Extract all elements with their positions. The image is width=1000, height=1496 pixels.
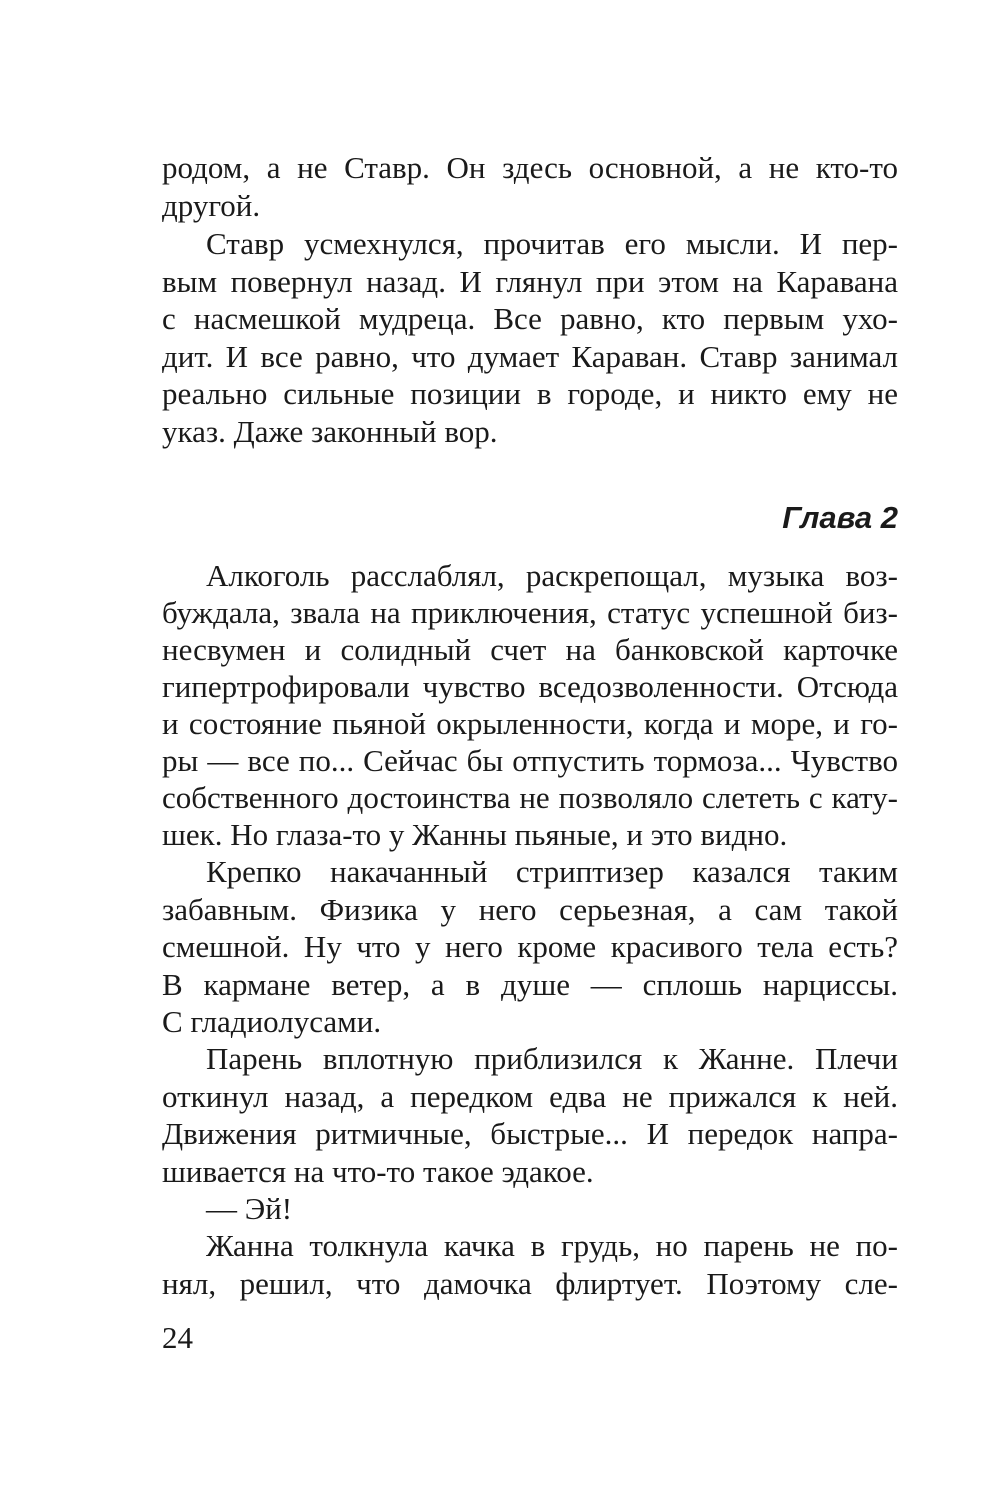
text-line: родом, а не Ставр. Он здесь основной, а не кто-то [162,150,898,185]
text-line: с насмешкой мудреца. Все равно, кто первым ухо- [162,301,898,336]
text-line: несвумен и солидный счет на банковской карточке [162,632,898,667]
chapter-heading: Глава 2 [782,500,898,535]
text-line: Жанна толкнула качка в грудь, но парень не по- [206,1228,898,1263]
text-line: указ. Даже законный вор. [162,414,498,449]
text-line: смешной. Ну что у него кроме красивого тела есть? [162,929,898,964]
text-line: собственного достоинства не позволяло слететь с кату- [162,780,898,815]
text-line: шивается на что-то такое эдакое. [162,1154,594,1189]
text-line: С гладиолусами. [162,1004,382,1039]
text-line: — Эй! [206,1191,293,1226]
text-line: нял, решил, что дамочка флиртует. Поэтому сле- [162,1266,898,1301]
text-line: ры — все по... Сейчас бы отпустить тормоза... Чувство [162,743,898,778]
text-line: другой. [162,188,261,223]
text-line: Движения ритмичные, быстрые... И передок напра- [162,1116,898,1151]
text-line: вым повернул назад. И глянул при этом на Каравана [162,264,898,299]
text-line: Ставр усмехнулся, прочитав его мысли. И пер- [206,226,898,261]
text-line: шек. Но глаза-то у Жанны пьяные, и это видно. [162,817,788,852]
text-line: буждала, звала на приключения, статус успешной биз- [162,595,898,630]
text-line: и состояние пьяной окрыленности, когда и море, и го- [162,706,898,741]
page-number: 24 [162,1320,193,1355]
text-line: реально сильные позиции в городе, и никто ему не [162,376,898,411]
text-line: дит. И все равно, что думает Караван. Ставр занимал [162,339,898,374]
text-line: гипертрофировали чувство вседозволенности. Отсюда [162,669,898,704]
text-line: В кармане ветер, а в душе — сплошь нарциссы. [162,967,898,1002]
text-line: Крепко накачанный стриптизер казался таким [206,854,898,889]
text-line: откинул назад, а передком едва не прижался к ней. [162,1079,898,1114]
text-line: Парень вплотную приблизился к Жанне. Плечи [206,1041,898,1076]
text-line: забавным. Физика у него серьезная, а сам такой [162,892,898,927]
text-line: Алкоголь расслаблял, раскрепощал, музыка воз- [206,558,898,593]
